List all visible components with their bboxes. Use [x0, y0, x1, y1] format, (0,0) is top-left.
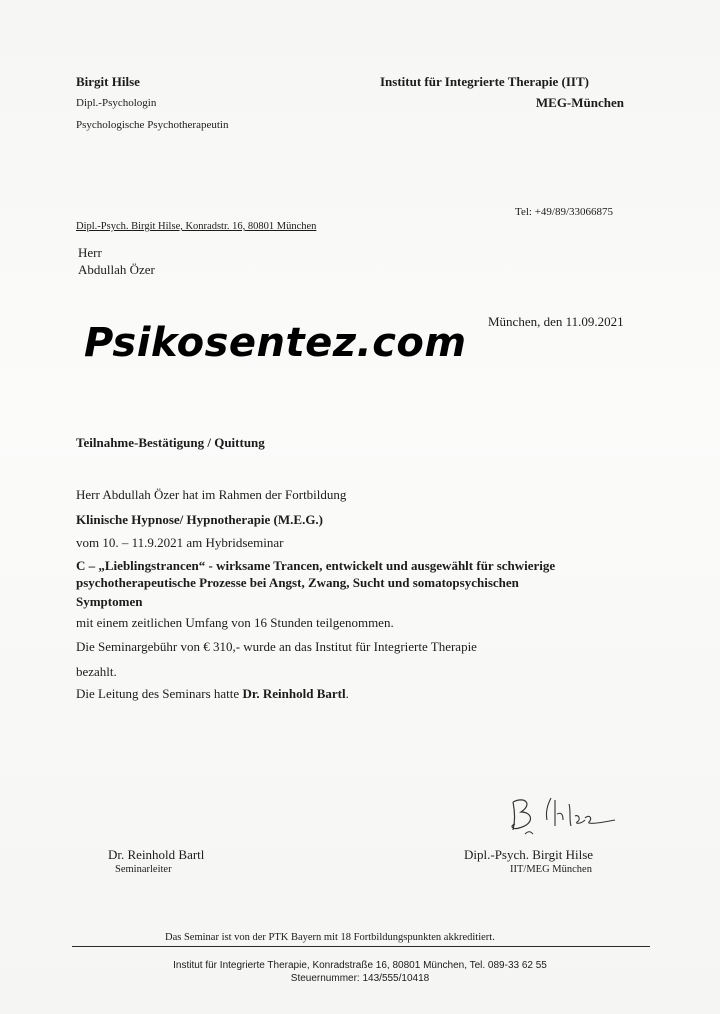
- hours-line: mit einem zeitlichen Umfang von 16 Stunden teilgenommen.: [76, 615, 394, 630]
- footer-tax-number: Steuernummer: 143/555/10418: [290, 973, 430, 984]
- phone-number: Tel: +49/89/33066875: [515, 206, 614, 218]
- module-line-2: psychotherapeutische Prozesse bei Angst, Zwang, Sucht und somatopsychischen: [76, 575, 519, 590]
- recipient-name: Abdullah Özer: [78, 262, 155, 277]
- watermark-text: Psikosentez.com: [84, 320, 467, 366]
- sender-name: Birgit Hilse: [76, 74, 140, 89]
- recipient-salutation: Herr: [78, 245, 102, 260]
- leader-line: [76, 686, 349, 702]
- fee-line-1: Die Seminargebühr von € 310,- wurde an das Institut für Integrierte Therapie: [76, 639, 477, 654]
- course-title: Klinische Hypnose/ Hypnotherapie (M.E.G.): [76, 512, 324, 527]
- subject-heading: Teilnahme-Bestätigung / Quittung: [76, 435, 265, 450]
- signer-right-role: IIT/MEG München: [510, 864, 592, 875]
- institute-name: Institut für Integrierte Therapie (IIT): [380, 74, 589, 89]
- footer-address: Institut für Integrierte Therapie, Konradstraße 16, 80801 München, Tel. 089-33 62 55: [173, 960, 547, 971]
- accreditation-note: Das Seminar ist von der PTK Bayern mit 18 Fortbildungspunkten akkreditiert.: [165, 932, 495, 943]
- course-dates: vom 10. – 11.9.2021 am Hybridseminar: [76, 535, 284, 550]
- date-line: München, den 11.09.2021: [488, 314, 624, 329]
- handwritten-signature: [485, 790, 635, 840]
- footer-divider: [72, 946, 650, 947]
- body-line-1: Herr Abdullah Özer hat im Rahmen der Fortbildung: [76, 487, 347, 502]
- sender-return-line: Dipl.-Psych. Birgit Hilse, Konradstr. 16, 80801 München: [76, 221, 317, 232]
- signer-left-name: Dr. Reinhold Bartl: [108, 847, 205, 862]
- leader-prefix: Die Leitung des Seminars hatte: [76, 686, 243, 701]
- signer-right-name: Dipl.-Psych. Birgit Hilse: [464, 847, 594, 862]
- sender-profession: Psychologische Psychotherapeutin: [76, 119, 229, 131]
- institute-branch: MEG-München: [535, 95, 624, 110]
- signer-left-role: Seminarleiter: [115, 864, 172, 875]
- module-line-3: Symptomen: [76, 594, 143, 609]
- fee-line-2: bezahlt.: [76, 664, 117, 679]
- module-line-1: C – „Lieblingstrancen“ - wirksame Trancen, entwickelt und ausgewählt für schwierige: [76, 558, 556, 573]
- leader-name: Dr. Reinhold Bartl: [242, 686, 346, 701]
- leader-suffix: .: [345, 686, 349, 701]
- sender-title: Dipl.-Psychologin: [76, 97, 157, 109]
